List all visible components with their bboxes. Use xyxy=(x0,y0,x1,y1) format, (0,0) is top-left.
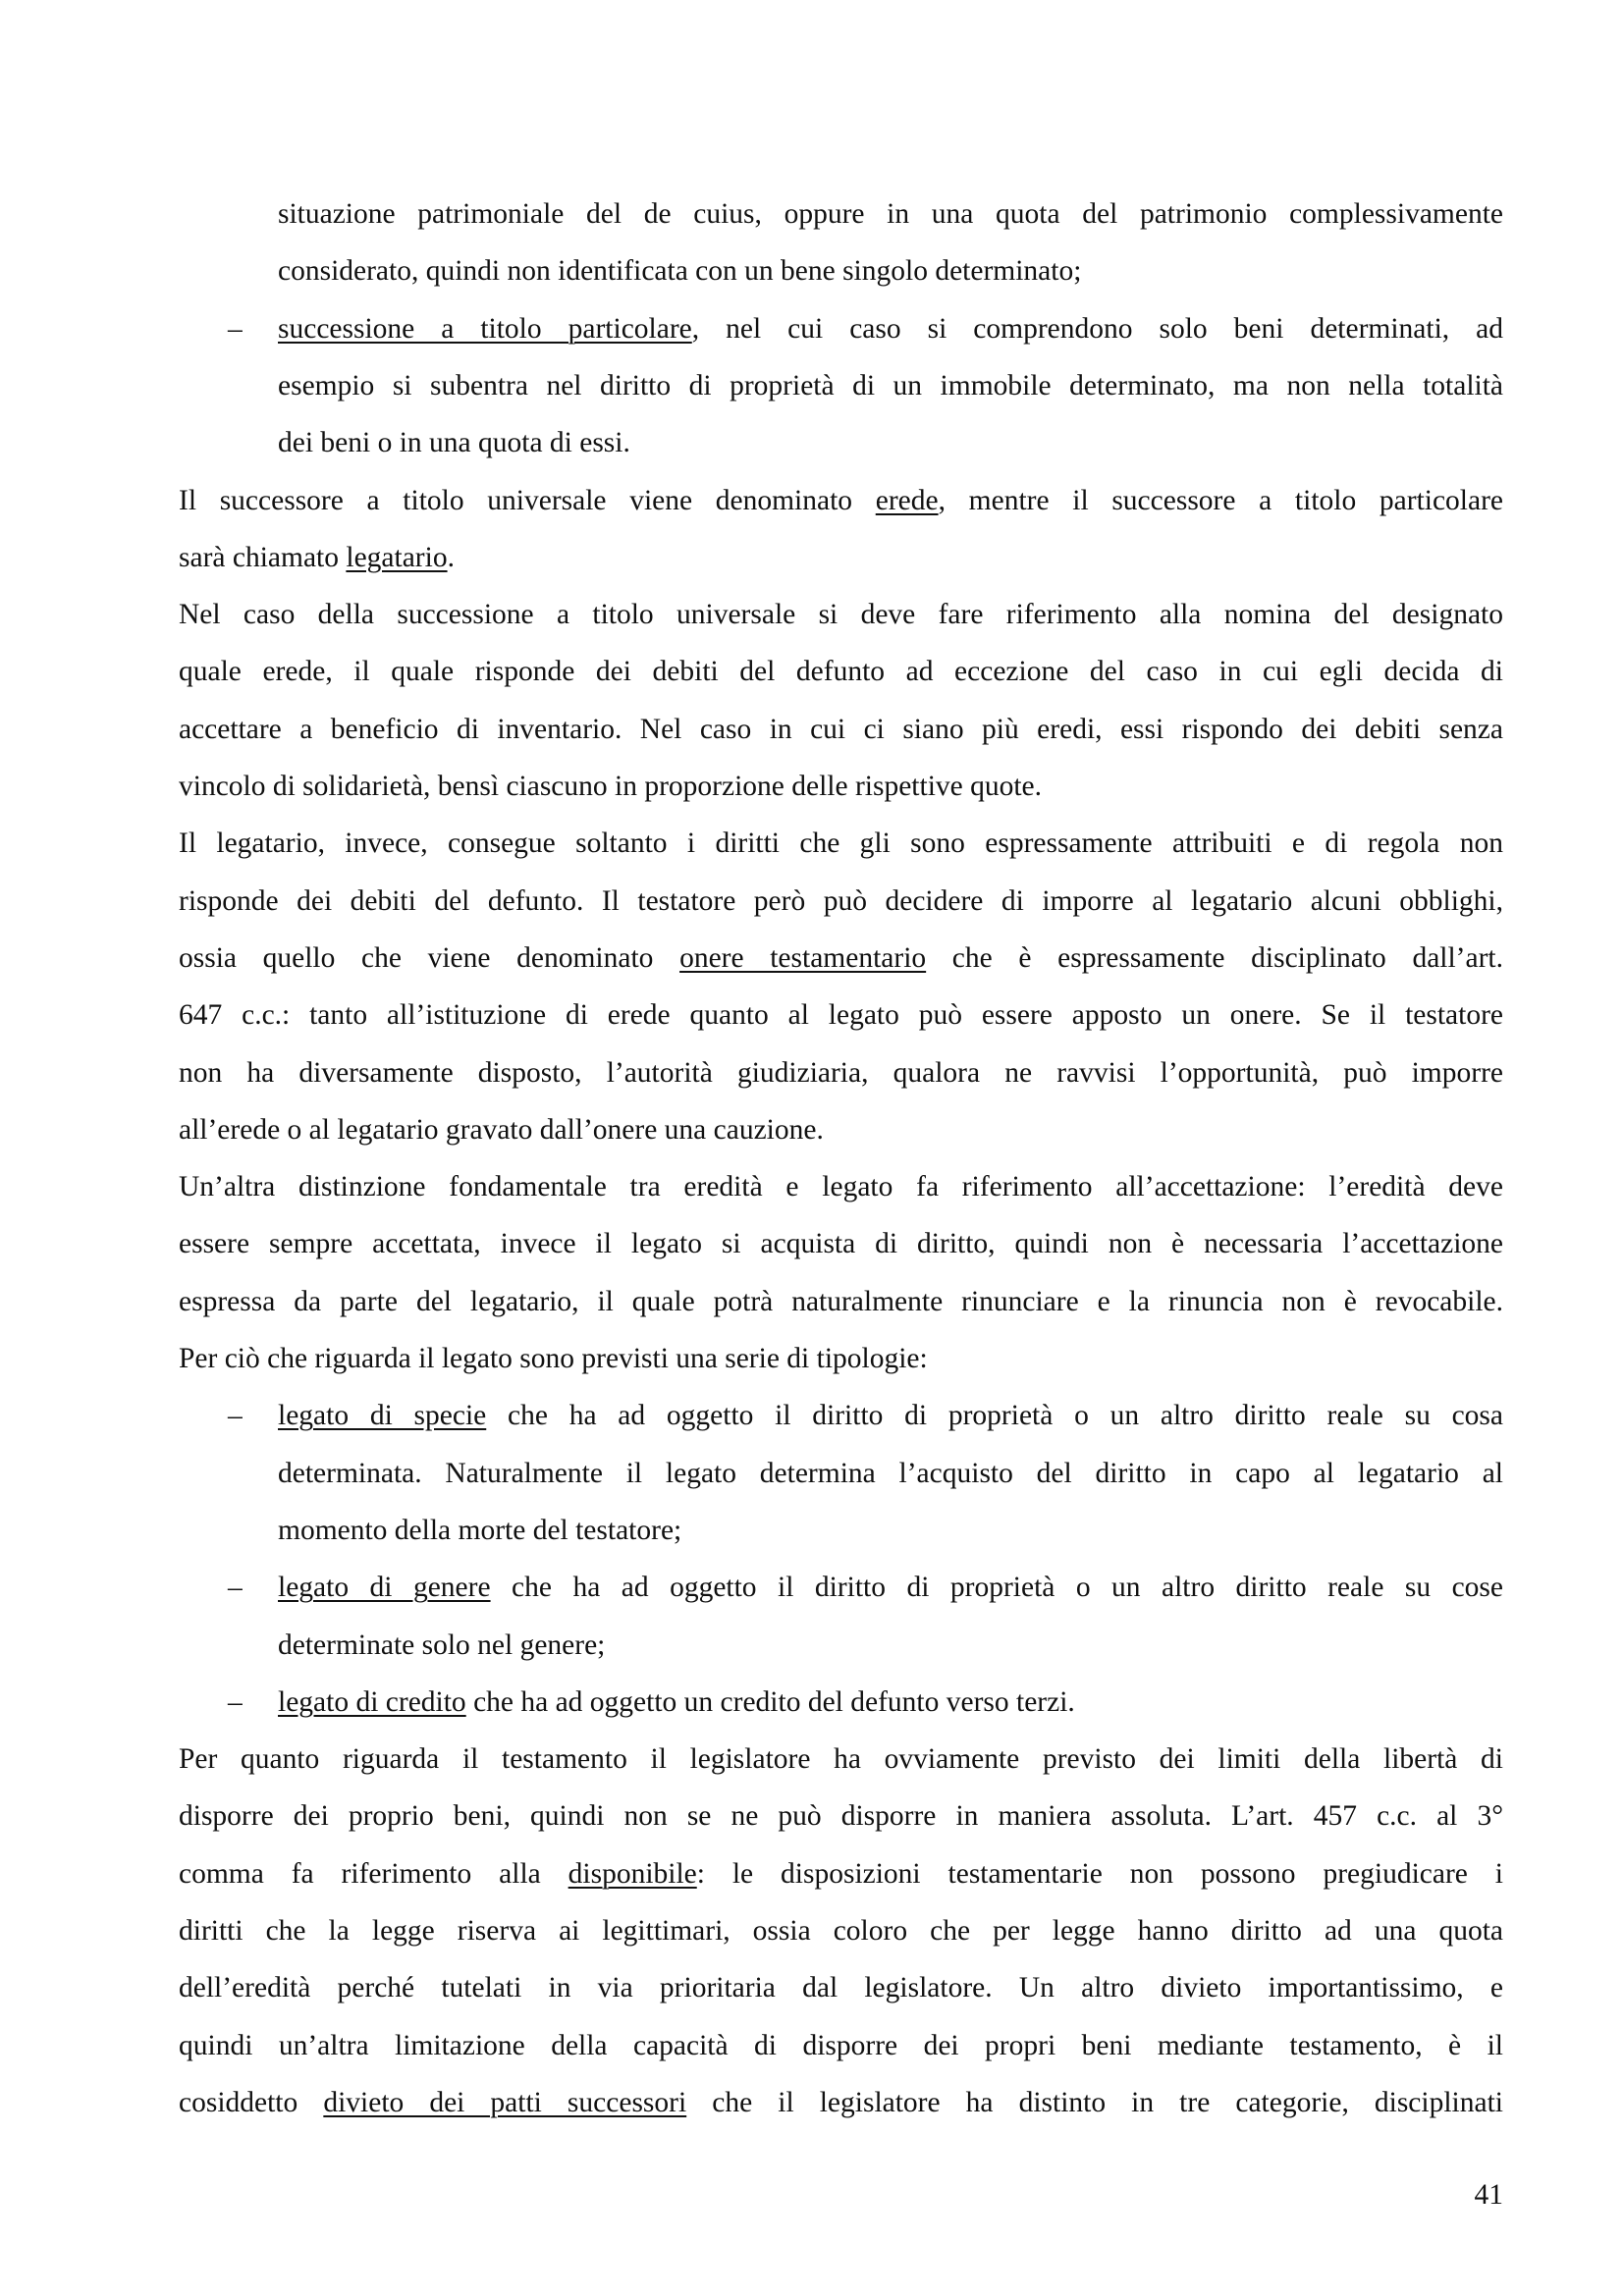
bullet-dash: – xyxy=(228,1685,243,1718)
text-segment: che il legislatore ha distinto in tre categorie, disciplinati xyxy=(686,2086,1503,2118)
text-line xyxy=(179,815,1503,872)
text-line xyxy=(179,1101,1503,1158)
underlined-term: disponibile xyxy=(568,1857,697,1890)
text-segment: che ha ad oggetto il diritto di proprietà o un altro diritto reale su cose xyxy=(490,1572,1503,1604)
text-line xyxy=(179,1273,1503,1330)
underlined-term: erede xyxy=(875,484,939,516)
underlined-term: onere testamentario xyxy=(679,941,927,974)
text-line xyxy=(179,1044,1503,1101)
text-line xyxy=(179,1215,1503,1272)
text-line xyxy=(278,1617,1503,1674)
list-item-line xyxy=(278,1387,1503,1444)
text-segment: determinate solo nel genere; xyxy=(278,1629,606,1661)
text-segment: non ha diversamente disposto, l’autorità giudiziaria, qualora ne ravvisi l’opportunità, può imporre xyxy=(179,1056,1503,1089)
text-segment: che ha ad oggetto il diritto di proprietà o un altro diritto reale su cosa xyxy=(486,1400,1503,1432)
text-line xyxy=(179,1902,1503,1959)
text-segment: considerato, quindi non identificata con un bene singolo determinato; xyxy=(278,255,1082,288)
text-line xyxy=(179,1158,1503,1215)
text-line xyxy=(179,1959,1503,2016)
text-line xyxy=(278,357,1503,414)
text-segment: determinata. Naturalmente il legato determina l’acquisto del diritto in capo al legatario al xyxy=(278,1457,1503,1489)
text-line xyxy=(179,873,1503,930)
text-segment: all’erede o al legatario gravato dall’onere una cauzione. xyxy=(179,1113,824,1146)
text-segment: situazione patrimoniale del de cuius, oppure in una quota del patrimonio complessivamente xyxy=(278,198,1503,230)
text-segment: diritti che la legge riserva ai legittimari, ossia coloro che per legge hanno diritto ad una quota xyxy=(179,1915,1503,1947)
text-segment: 647 c.c.: tanto all’istituzione di erede quanto al legato può essere apposto un onere. Se il testatore xyxy=(179,999,1503,1032)
text-line xyxy=(278,414,1503,471)
text-segment: : le disposizioni testamentarie non possono pregiudicare i xyxy=(696,1857,1503,1890)
text-segment: dei beni o in una quota di essi. xyxy=(278,427,630,459)
text-line xyxy=(278,1445,1503,1502)
text-segment: quindi un’altra limitazione della capacità di disporre dei propri beni mediante testamento, è il xyxy=(179,2029,1503,2061)
text-segment: Per quanto riguarda il testamento il legislatore ha ovviamente previsto dei limiti della libertà di xyxy=(179,1743,1503,1776)
text-line xyxy=(278,186,1503,242)
text-line xyxy=(179,930,1503,987)
text-segment: Il successore a titolo universale viene denominato xyxy=(179,484,876,516)
text-line xyxy=(179,1731,1503,1788)
text-line xyxy=(179,472,1503,529)
text-line xyxy=(179,758,1503,815)
list-item-line xyxy=(278,1559,1503,1616)
text-segment: espressa da parte del legatario, il quale potrà naturalmente rinunciare e la rinuncia non è revocabile. xyxy=(179,1285,1503,1317)
text-line xyxy=(179,2074,1503,2131)
text-segment: che ha ad oggetto un credito del defunto verso terzi. xyxy=(465,1685,1075,1718)
page-number: 41 xyxy=(1474,2179,1503,2211)
text-line xyxy=(179,529,1503,586)
text-line xyxy=(179,1330,1503,1387)
text-segment: Il legatario, invece, consegue soltanto i diritti che gli sono espressamente attribuiti e di regola non xyxy=(179,828,1503,860)
text-segment: . xyxy=(447,541,455,573)
underlined-term: legatario xyxy=(346,541,448,573)
text-segment: sarà chiamato xyxy=(179,541,347,573)
bullet-dash: – xyxy=(228,1400,243,1432)
text-segment: quale erede, il quale risponde dei debiti del defunto ad eccezione del caso in cui egli decida di xyxy=(179,656,1503,688)
text-line xyxy=(179,643,1503,700)
text-line xyxy=(278,242,1503,299)
text-segment: vincolo di solidarietà, bensì ciascuno in proporzione delle rispettive quote. xyxy=(179,771,1043,802)
text-segment: comma fa riferimento alla xyxy=(179,1857,568,1890)
text-segment: , mentre il successore a titolo particolare xyxy=(938,484,1504,516)
text-segment: ossia quello che viene denominato xyxy=(179,941,680,974)
text-segment: cosiddetto xyxy=(179,2086,324,2118)
underlined-term: legato di genere xyxy=(278,1572,491,1604)
text-segment: Un’altra distinzione fondamentale tra eredità e legato fa riferimento all’accettazione: l’eredità deve xyxy=(179,1171,1503,1203)
text-segment: che è espressamente disciplinato dall’art. xyxy=(926,941,1503,974)
bullet-dash: – xyxy=(228,312,243,345)
underlined-term: legato di credito xyxy=(278,1685,466,1718)
text-segment: esempio si subentra nel diritto di proprietà di un immobile determinato, ma non nella totalità xyxy=(278,369,1503,401)
text-line xyxy=(179,2017,1503,2074)
list-item-line xyxy=(278,1674,1503,1731)
text-line xyxy=(179,586,1503,643)
underlined-term: successione a titolo particolare xyxy=(278,312,692,345)
list-item-line xyxy=(278,300,1503,357)
text-line xyxy=(179,1788,1503,1844)
text-segment: essere sempre accettata, invece il legato si acquista di diritto, quindi non è necessaria l’accettazione xyxy=(179,1228,1503,1260)
text-line xyxy=(179,1845,1503,1902)
text-segment: momento della morte del testatore; xyxy=(278,1514,682,1546)
text-segment: disporre dei proprio beni, quindi non se ne può disporre in maniera assoluta. L’art. 457 c.c. al 3° xyxy=(179,1800,1503,1833)
text-segment: dell’eredità perché tutelati in via prioritaria dal legislatore. Un altro divieto importantissimo, e xyxy=(179,1972,1503,2004)
text-segment: risponde dei debiti del defunto. Il testatore però può decidere di imporre al legatario alcuni obblighi, xyxy=(179,884,1503,917)
text-segment: accettare a beneficio di inventario. Nel caso in cui ci siano più eredi, essi rispondo dei debiti senza xyxy=(179,713,1503,745)
text-segment: , nel cui caso si comprendono solo beni determinati, ad xyxy=(691,312,1503,345)
text-segment: Nel caso della successione a titolo universale si deve fare riferimento alla nomina del designato xyxy=(179,599,1503,631)
text-line xyxy=(278,1502,1503,1559)
text-line xyxy=(179,701,1503,758)
text-segment: Per ciò che riguarda il legato sono previsti una serie di tipologie: xyxy=(179,1343,928,1374)
underlined-term: legato di specie xyxy=(278,1400,487,1432)
bullet-dash: – xyxy=(228,1572,243,1604)
text-line xyxy=(179,987,1503,1043)
underlined-term: divieto dei patti successori xyxy=(323,2086,687,2118)
